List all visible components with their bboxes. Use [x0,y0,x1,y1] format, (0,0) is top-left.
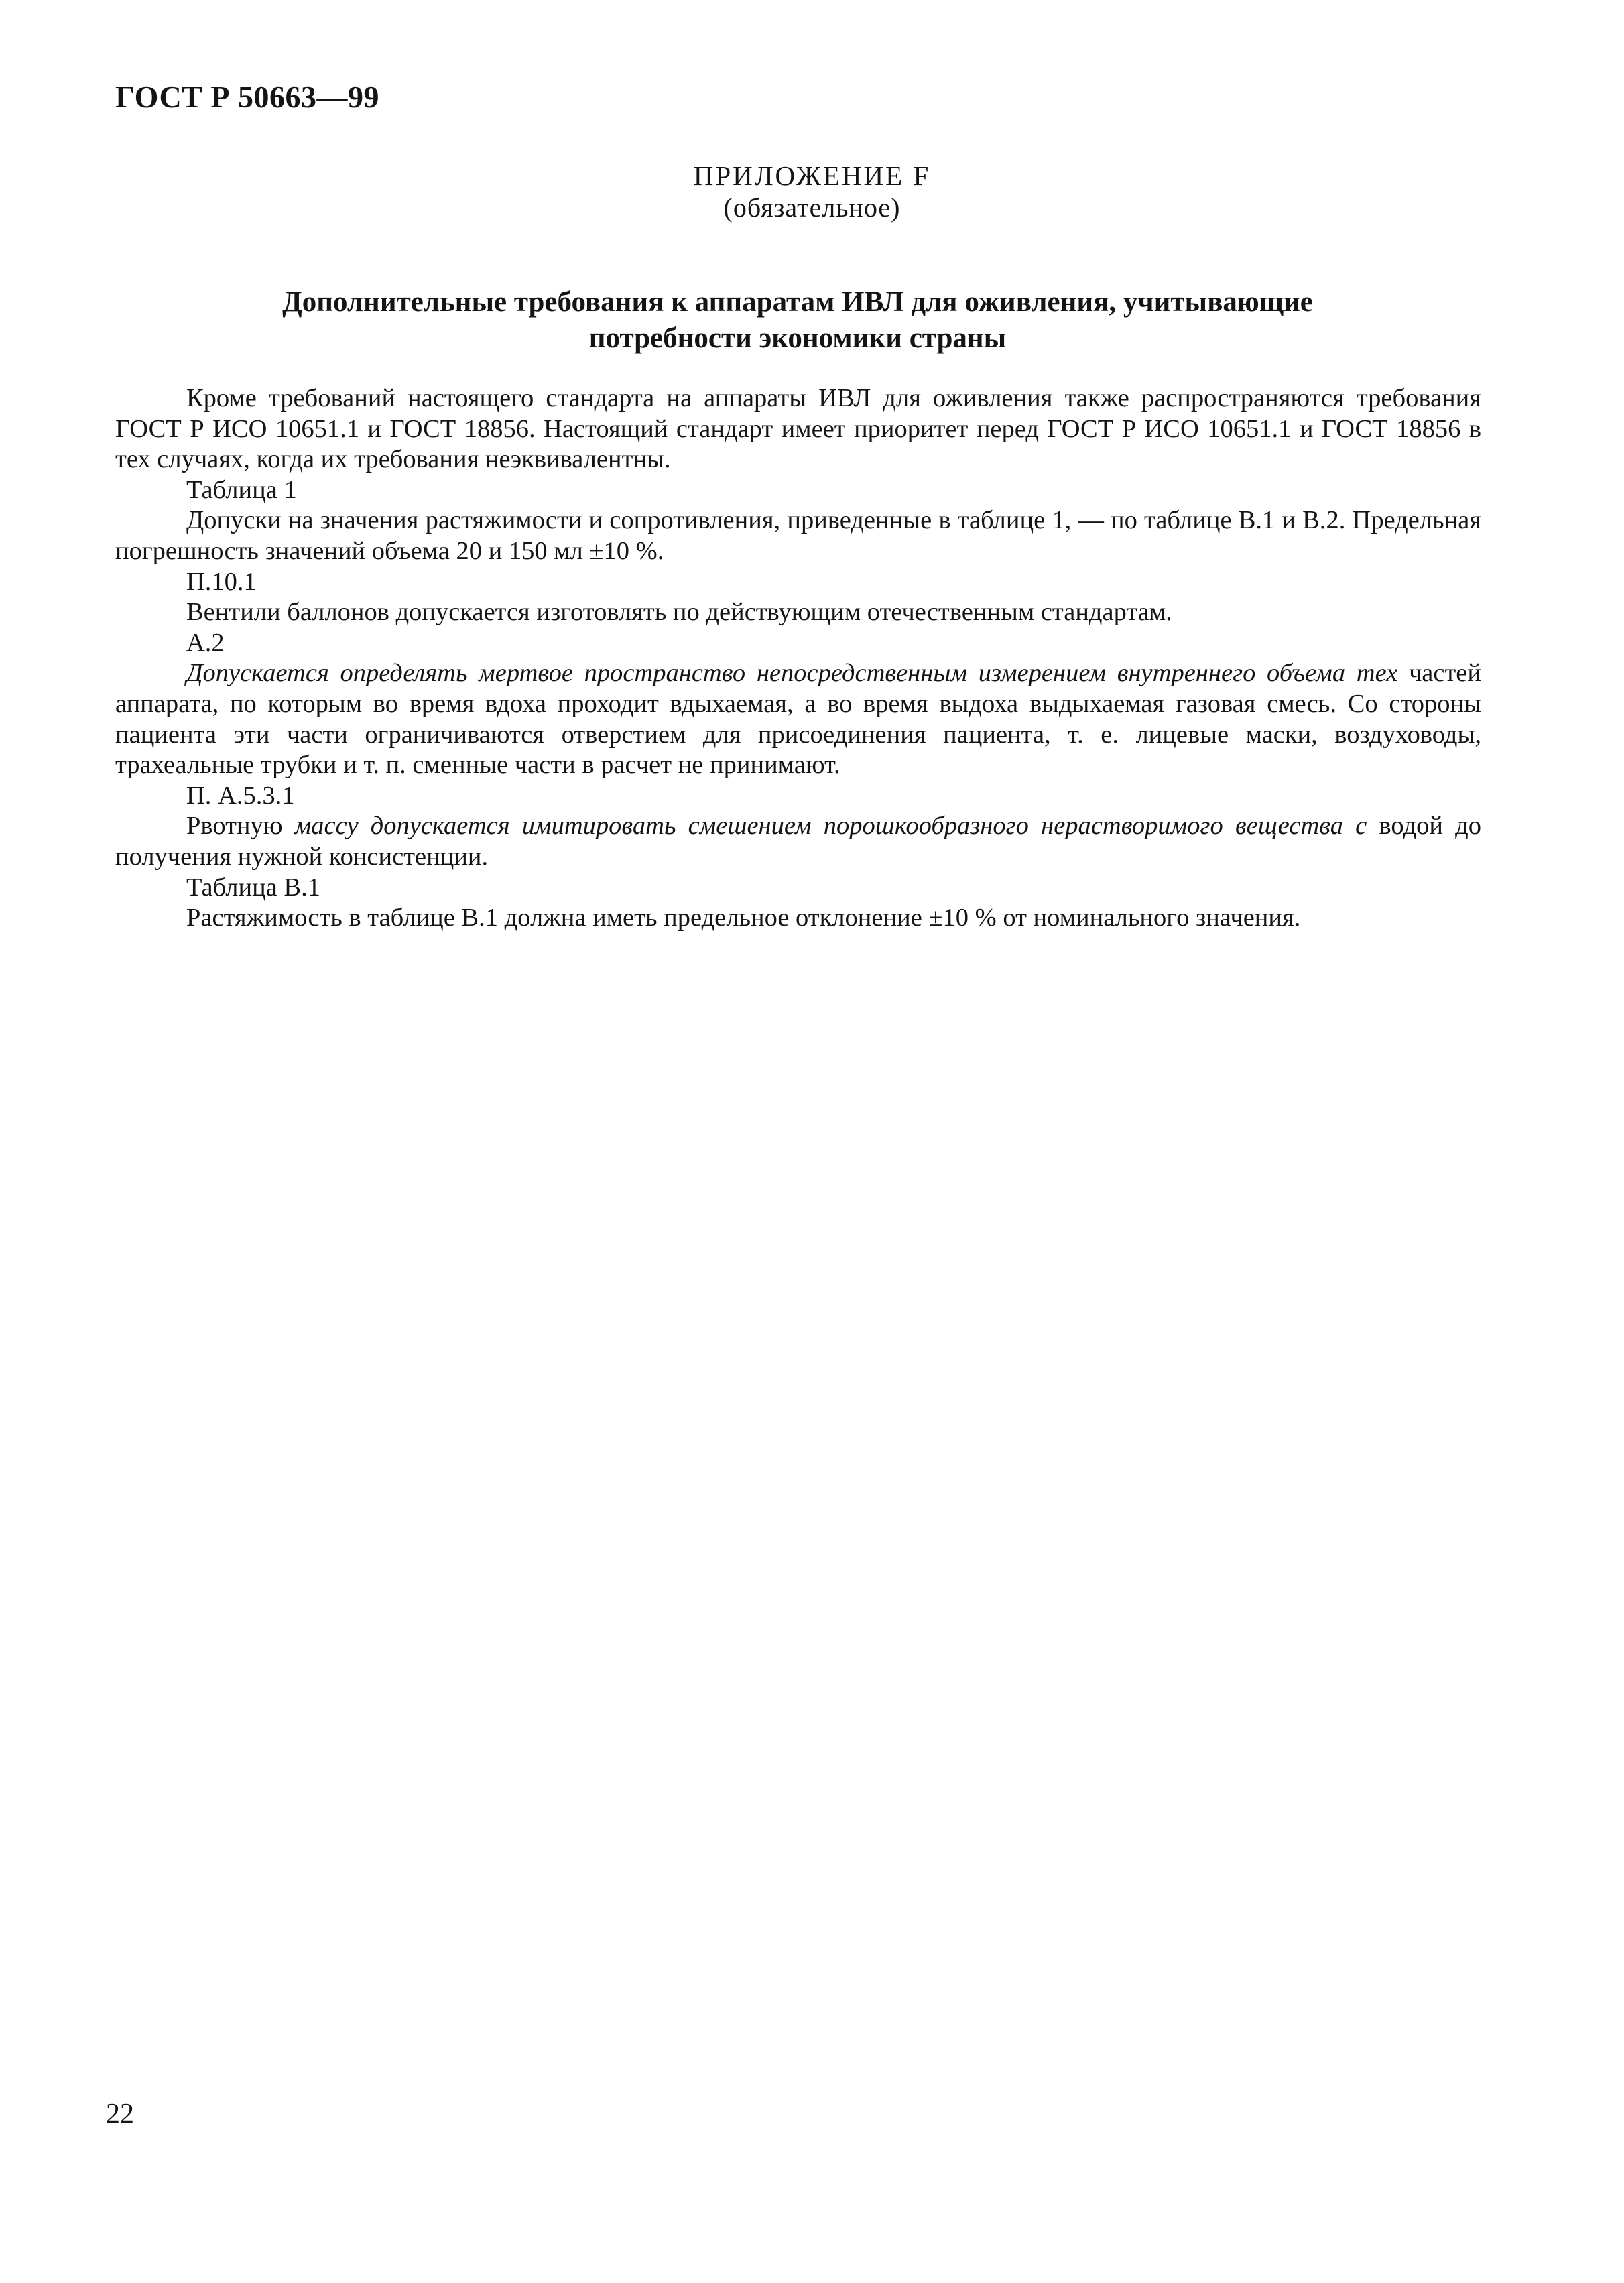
clause-reference: П. А.5.3.1 [186,781,295,810]
appendix-title: ПРИЛОЖЕНИЕ F [693,160,931,191]
document-code: ГОСТ Р 50663—99 [115,80,379,114]
page-number: 22 [106,2099,134,2130]
clause-text-italic: Допускается определять мертвое пространство непосредственным измерением внутреннего объема тех [186,659,1398,688]
clause-text: Растяжимость в таблице В.1 должна иметь предельное отклонение ±10 % от номинального значения. [186,904,1301,932]
clause-text [115,811,1481,872]
clause-text-plain: водой до получения нужной консистенции. [115,812,1482,871]
clause-text-plain: Рвотную [186,812,295,841]
clause-reference: А.2 [186,628,225,657]
section-heading-line: Дополнительные требования к аппаратам ИВЛ для оживления, учитывающие [282,286,1313,318]
clause-text-italic: массу допускается имитировать смешением порошкообразного нерастворимого вещества с [294,812,1367,841]
clause-text-plain: частей аппарата, по которым во время вдоха проходит вдыхаемая, а во время выдоха выдыхаемая газовая смесь. Со стороны пациента эти части ограничиваются отверстием для присоединения пациента, т. е. лицевые маски, воздуховоды, трахеальные трубки и т. п. сменные части в расчет не принимают. [115,659,1482,780]
appendix-status: (обязательное) [723,192,901,223]
clause-reference: Таблица В.1 [186,873,320,902]
body-text [115,383,1481,934]
section-heading-line: потребности экономики страны [588,322,1007,354]
intro-paragraph: Кроме требований настоящего стандарта на аппараты ИВЛ для оживления также распространяются требования ГОСТ Р ИСО 10651.1 и ГОСТ 18856. Настоящий стандарт имеет приоритет перед ГОСТ Р ИСО 10651.1 и ГОСТ 18856 в тех случаях, когда их требования неэквивалентны. [115,384,1481,474]
clause-text: Вентили баллонов допускается изготовлять по действующим отечественным стандартам. [186,598,1172,627]
clause-reference: П.10.1 [186,567,257,596]
clause-text: Допуски на значения растяжимости и сопротивления, приведенные в таблице 1, — по таблице В.1 и В.2. Предельная погрешность значений объема 20 и 150 мл ±10 %. [115,506,1481,565]
clause-text [115,658,1481,780]
section-heading [235,284,1361,357]
clause-reference: Таблица 1 [186,475,297,504]
